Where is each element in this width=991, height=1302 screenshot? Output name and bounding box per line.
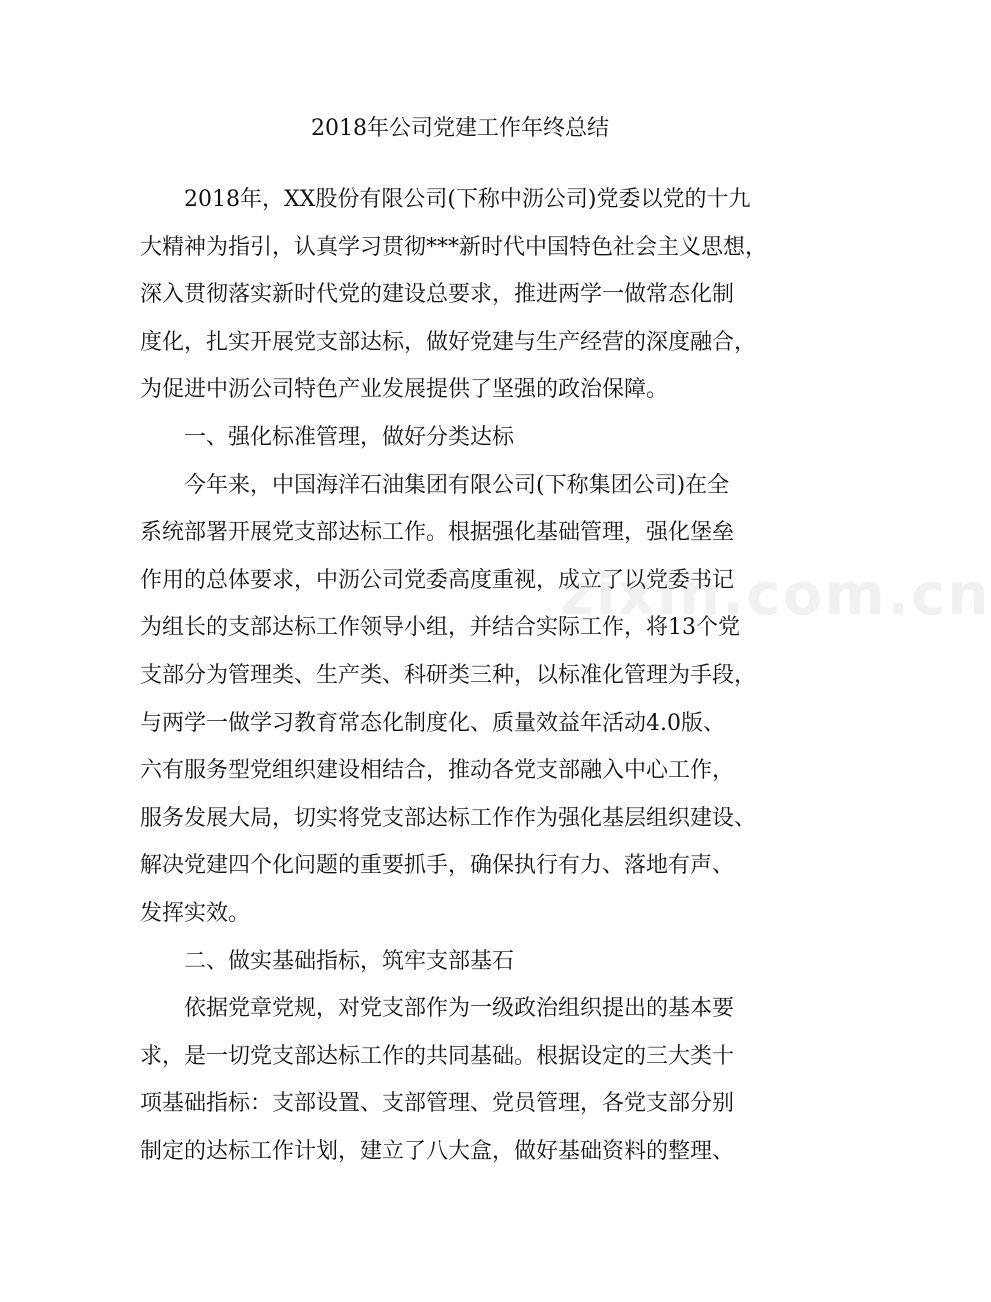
text-line: 大精神为指引，认真学习贯彻***新时代中国特色社会主义思想， (140, 234, 768, 260)
text-line: 发挥实效。 (140, 900, 251, 926)
text-line: 二、做实基础指标，筑牢支部基石 (140, 948, 515, 974)
text-line: 求，是一切党支部达标工作的共同基础。根据设定的三大类十 (140, 1043, 735, 1069)
text-line: 服务发展大局，切实将党支部达标工作作为强化基层组织建设、 (140, 805, 757, 831)
text-line: 为组长的支部达标工作领导小组，并结合实际工作，将13个党 (140, 615, 740, 641)
text-line: 系统部署开展党支部达标工作。根据强化基础管理，强化堡垒 (140, 520, 735, 546)
text-line: 支部分为管理类、生产类、科研类三种，以标准化管理为手段， (140, 662, 757, 688)
text-line: 深入贯彻落实新时代党的建设总要求，推进两学一做常态化制 (140, 282, 735, 308)
text-line: 一、强化标准管理，做好分类达标 (140, 424, 515, 450)
text-line: 为促进中沥公司特色产业发展提供了坚强的政治保障。 (140, 377, 669, 403)
text-line: 解决党建四个化问题的重要抓手，确保执行有力、落地有声、 (140, 853, 735, 879)
text-line: 今年来，中国海洋石油集团有限公司(下称集团公司)在全 (140, 472, 730, 498)
text-line: 制定的达标工作计划，建立了八大盒，做好基础资料的整理、 (140, 1138, 735, 1164)
text-line: 与两学一做学习教育常态化制度化、质量效益年活动4.0版、 (140, 710, 725, 736)
text-line: 作用的总体要求，中沥公司党委高度重视，成立了以党委书记 (140, 567, 735, 593)
watermark: zixin.com.cn (560, 560, 991, 628)
text-line: 六有服务型党组织建设相结合，推动各党支部融入中心工作， (140, 758, 735, 784)
text-line: 度化，扎实开展党支部达标，做好党建与生产经营的深度融合， (140, 329, 757, 355)
document-body (140, 176, 795, 1175)
text-line: 依据党章党规，对党支部作为一级政治组织提出的基本要 (140, 996, 735, 1022)
document-title: 2018年公司党建工作年终总结 (311, 116, 609, 141)
text-line: 2018年，XX股份有限公司(下称中沥公司)党委以党的十九 (140, 187, 751, 212)
text-line: 项基础指标：支部设置、支部管理、党员管理，各党支部分别 (140, 1091, 735, 1117)
